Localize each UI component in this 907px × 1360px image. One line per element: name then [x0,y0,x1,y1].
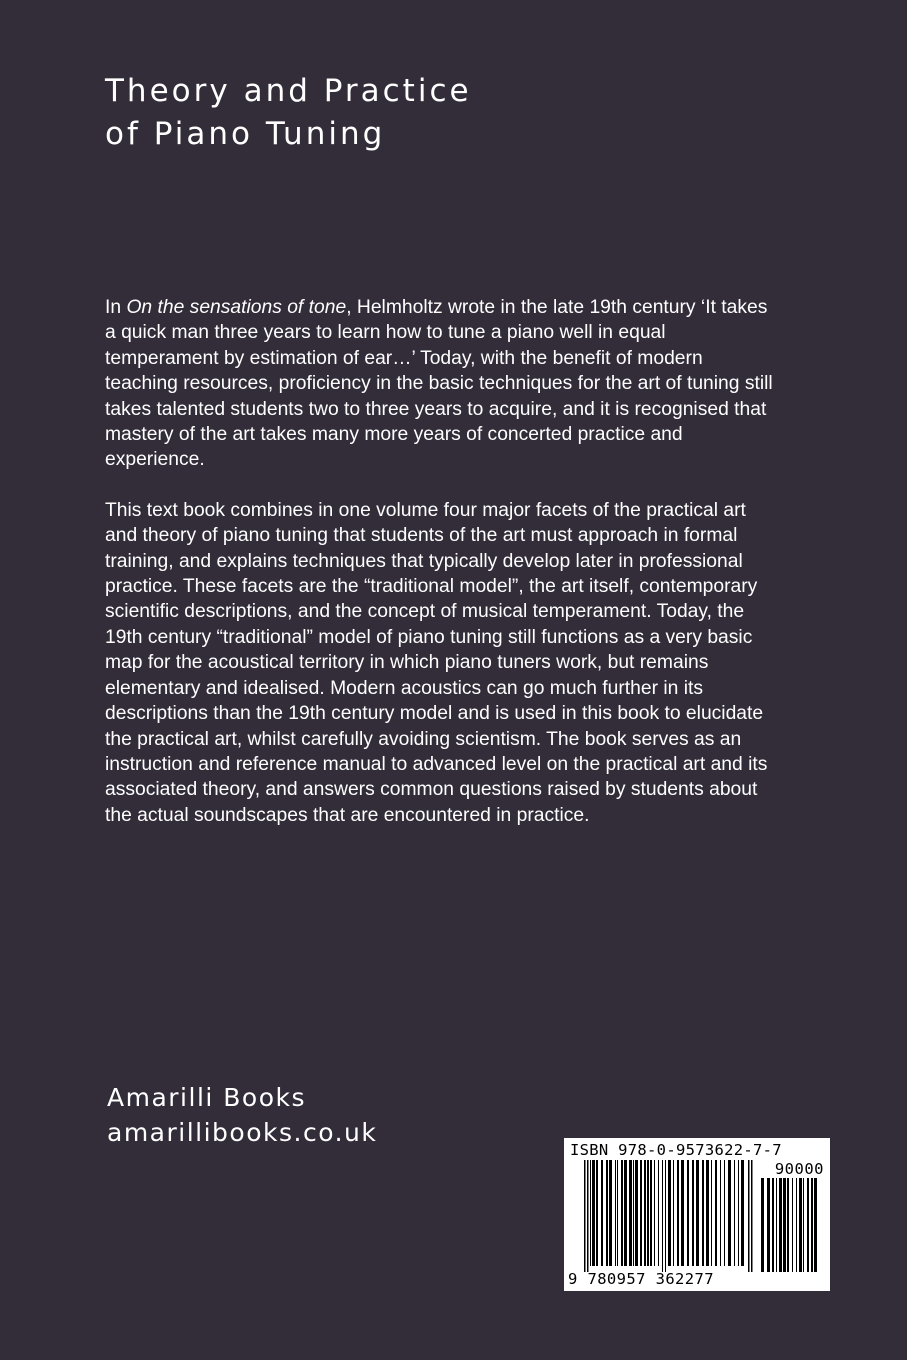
isbn-label: ISBN 978-0-9573622-7-7 [570,1141,782,1159]
blurb-paragraph-2: This text book combines in one volume four major facets of the practical art and theory of piano tuning that students of the art must approach in formal training, and explains techniques that typically develop later in professional practice. These facets are the “traditional model”, the art itself, contemporary scientific descriptions, and the concept of musical temperament. Today, the 19th century “traditional” model of piano tuning still functions as a very basic map for the acoustical territory in which piano tuners work, but remains elementary and idealised. Modern acoustics can go much further in its descriptions than the 19th century model and is used in this book to elucidate the practical art, whilst carefully avoiding scientism. The book serves as an instruction and reference manual to advanced level on the practical art and its associated theory, and answers common questions raised by students about the actual soundscapes that are encountered in practice. [105,499,768,826]
publisher-name: Amarilli Books [107,1083,307,1112]
barcode-addon-number: 90000 [774,1160,824,1178]
back-cover-blurb [105,295,775,853]
title-line-2: of Piano Tuning [105,116,386,152]
cited-work-title: On the sensations of tone [126,297,347,318]
isbn-barcode [564,1138,830,1291]
publisher-block [107,1080,377,1150]
barcode-bars [576,1160,822,1272]
publisher-website: amarillibooks.co.uk [107,1118,378,1147]
blurb-p1-rest: , Helmholtz wrote in the late 19th century ‘It takes a quick man three years to learn how to tune a piano well in equal temperament by estimation of ear…’ Today, with the benefit of modern teaching resources, proficiency in the basic techniques for the art of tuning still takes talented students two to three years to acquire, and it is recognised that mastery of the art takes many more years of concerted practice and experience. [105,297,773,471]
blurb-paragraph-1 [105,295,775,473]
barcode-digits: 9 780957 362277 [568,1270,714,1288]
title-line-1: Theory and Practice [105,73,472,109]
blurb-p1-lead: In [105,297,127,318]
book-title [105,70,472,156]
